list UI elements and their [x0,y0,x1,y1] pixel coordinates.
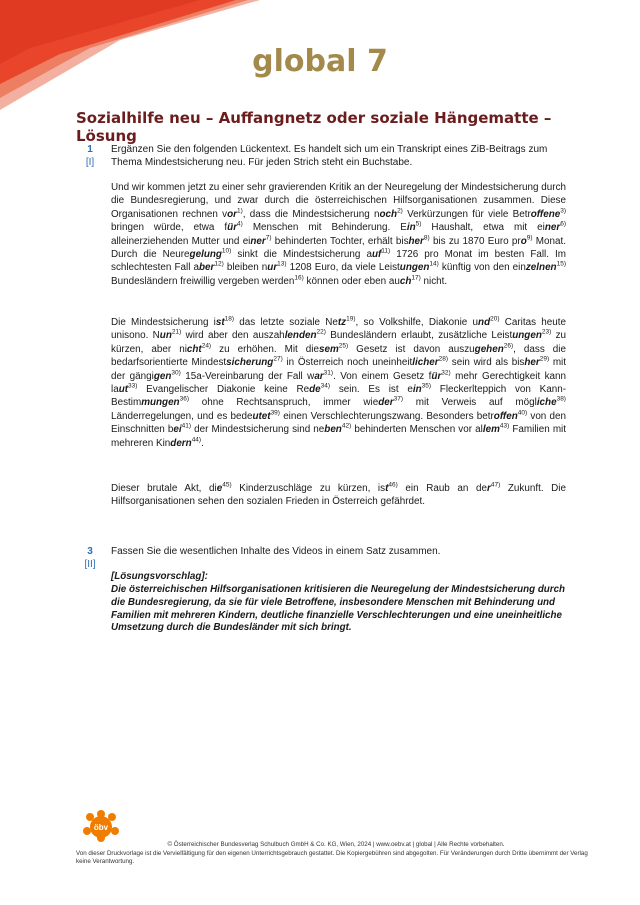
footer-copyright: © Österreichischer Bundesverlag Schulbuch GmbH & Co. KG, Wien, 2024 | www.oebv.at | global | Alle Rechte vorbehalten. [167,841,505,848]
brand-title: global 7 [252,44,388,79]
cloze-paragraph-1: Und wir kommen jetzt zu einer sehr gravierenden Kritik an der Neuregelung der Mindestsicherung durch die Bundesregierung, und zwar durch die österreichischen Hilfsorganisationen zusammen. Diese Organisationen rechnen vor$^{1)}$, dass die Mindestsicherung noch$^{2)}$ Verkürzungen für viele Betroffene$^{3)}$ bringen würde, etwa für$^{4)}$ Menschen mit Behinderung. Ein$^{5)}$ Haushalt, etwa mit einer$^{6)}$ alleinerziehenden Mutter und einer$^{7)}$ behinderten Tochter, erhält bisher$^{8)}$ bis zu 1870 Euro pro$^{9)}$ Monat. Durch die Neuregelung$^{10)}$ sinkt die Mindestsicherung auf$^{11)}$ 1726 pro Monat im besten Fall. Im schlechtesten Fall aber$^{12)}$ bleiben nur$^{13)}$ 1208 Euro, da viele Leistungen$^{14)}$ künftig von den einzelnen$^{15)}$ Bundesländern freiwillig vergeben werden$^{16)}$ können oder eben auch$^{17)}$ nicht. [111,182,567,287]
oebv-logo [82,810,120,842]
footer-notice: Von dieser Druckvorlage ist die Vervielfältigung für den eigenen Unterrichtsgebrauch gestattet. Die Kopiergebühren sind abgegolten. Für Veränderungen durch Dritte übernimmt der Verlag keine Verantwortung. [76,849,588,865]
exercise-1-number: 1 [I] [85,144,95,168]
page-title: Sozialhilfe neu – Auffangnetz oder soziale Hängematte – Lösung [76,109,552,145]
exercise-3-number: 3 [II] [84,546,96,570]
solution-text: Die österreichischen Hilfsorganisationen kritisieren die Neuregelung der Mindestsicherung durch die Bundesregierung, da sie für viele Betroffene, insbesondere Menschen mit Behinderung und Familien mit mehreren Kindern, deutliche finanzielle Verschlechterungen und eine uneinheitliche Umsetzung durch die Bundesländer mit sich bringt. [111,584,566,634]
svg-text:öbv: öbv [93,823,109,832]
cloze-paragraph-2: Die Mindestsicherung ist$^{18)}$ das letzte soziale Netz$^{19)}$, so Volkshilfe, Diakonie und$^{20)}$ Caritas heute unisono. Nun$^{21)}$ wird aber den auszahlenden$^{22)}$ Bundesländern erlaubt, zusätzliche Leistungen$^{23)}$ zu kürzen, aber nicht$^{24)}$ zu erhöhen. Mit diesem$^{25)}$ Gesetz ist davon auszugehen$^{26)}$, dass die bedarfsorientierte Mindestsicherung$^{27)}$ in Österreich noch uneinheitlicher$^{28)}$ sein wird als bisher$^{29)}$ mit der gängigen$^{30)}$ 15a-Vereinbarung der Fall war$^{31)}$. Von einem Gesetz für$^{32)}$ mehr Gerechtigkeit kann laut$^{33)}$ Evangelischer Diakonie keine Rede$^{34)}$ sein. Es ist ein$^{35)}$ Fleckerlteppich von Kann-Bestimmungen$^{36)}$ ohne Rechtsanspruch, immer wieder$^{37)}$ mit Verweis auf mögliche$^{38)}$ Länderregelungen, und es bedeutet$^{39)}$ einen Verschlechterungszwang. Besonders betroffen$^{40)}$ von den Einschnitten bei$^{41)}$ der Mindestsicherung sind neben$^{42)}$ behinderten Menschen vor allem$^{43)}$ Familien mit mehreren Kindern$^{44)}$. [111,315,567,449]
cloze-paragraph-3: Dieser brutale Akt, die$^{45)}$ Kinderzuschläge zu kürzen, ist$^{46)}$ ein Raub an der$^{47)}$ Zukunft. Die Hilfsorganisationen sehen den sozialen Frieden in Österreich gefährdet. [111,481,566,508]
footer [76,841,596,867]
solution-label: [Lösungsvorschlag]: [111,571,208,582]
exercise-1-instruction: Ergänzen Sie den folgenden Lückentext. Es handelt sich um ein Transkript eines ZiB-Beitrags zum Thema Mindestsicherung neu. Für jeden Strich steht ein Buchstabe. [111,144,548,168]
exercise-3-instruction: Fassen Sie die wesentlichen Inhalte des Videos in einem Satz zusammen. [111,546,441,557]
